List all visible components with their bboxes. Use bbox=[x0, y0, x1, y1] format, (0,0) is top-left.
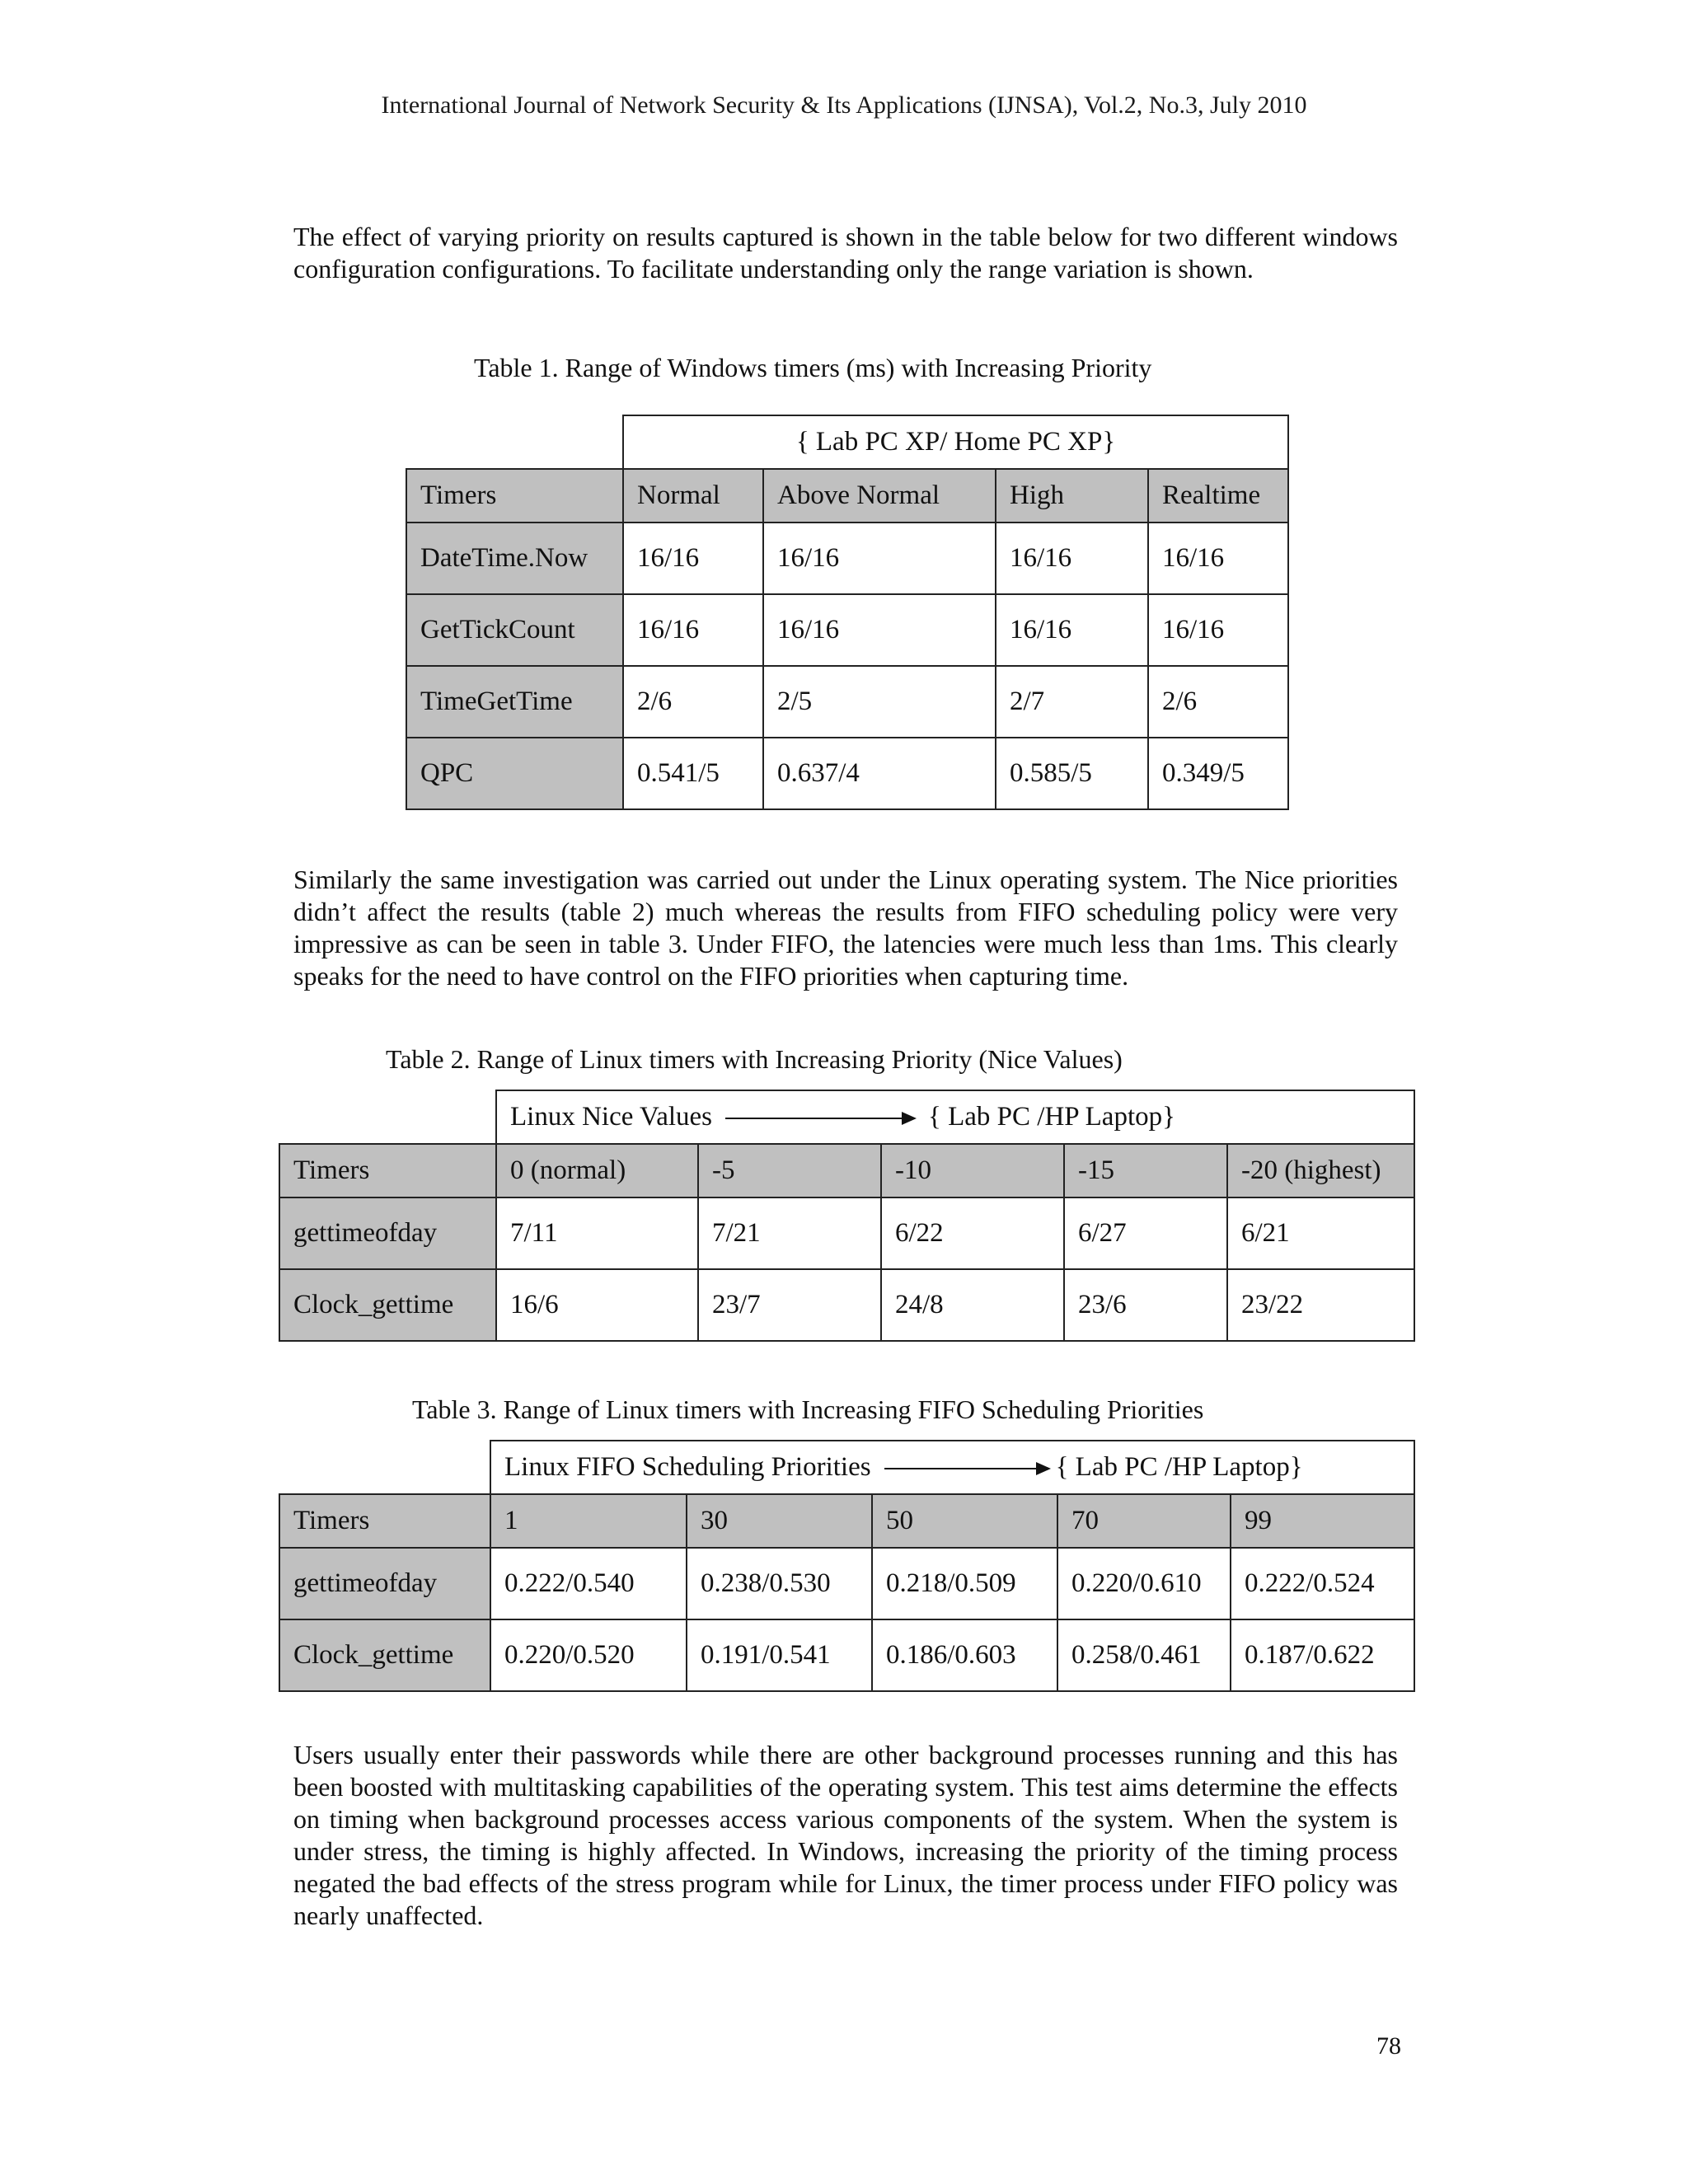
table1-row-label: QPC bbox=[406, 738, 623, 809]
table3-cell: 0.222/0.540 bbox=[490, 1548, 687, 1619]
table1-cell: 16/16 bbox=[623, 594, 763, 666]
table1-col-header: Realtime bbox=[1148, 469, 1288, 523]
table1-group-header: { Lab PC XP/ Home PC XP} bbox=[623, 415, 1288, 469]
table2-cell: 23/7 bbox=[698, 1269, 881, 1341]
table3-cell: 0.258/0.461 bbox=[1057, 1619, 1231, 1691]
table1-col-header: High bbox=[996, 469, 1148, 523]
table2-col-header: -15 bbox=[1064, 1144, 1227, 1197]
table3-group-left: Linux FIFO Scheduling Priorities bbox=[504, 1452, 871, 1482]
table3-col-header: 1 bbox=[490, 1494, 687, 1548]
table1-cell: 16/16 bbox=[1148, 594, 1288, 666]
table2-row-label: gettimeofday bbox=[279, 1197, 496, 1269]
table1-cell: 16/16 bbox=[1148, 523, 1288, 594]
table1-cell: 2/7 bbox=[996, 666, 1148, 738]
paragraph-stress: Users usually enter their passwords while there are other background processes running and this has been boosted with multitasking capabilities of the operating system. This test aims determine the effects on timing when background processes access various components of the system. When the system is under stress, the timing is highly affected. In Windows, increasing the priority of the timing process negated the bad effects of the stress program while for Linux, the timer process under FIFO policy was nearly unaffected. bbox=[293, 1740, 1398, 1930]
table3-col-header: 50 bbox=[872, 1494, 1057, 1548]
table1-cell: 2/6 bbox=[623, 666, 763, 738]
table1-col-header: Above Normal bbox=[763, 469, 996, 523]
table3-cell: 0.191/0.541 bbox=[687, 1619, 872, 1691]
table1-group-row bbox=[406, 415, 1288, 469]
table3-header-row bbox=[279, 1494, 1414, 1548]
table1-cell: 0.637/4 bbox=[763, 738, 996, 809]
table-row bbox=[279, 1197, 1414, 1269]
table2-cell: 23/22 bbox=[1227, 1269, 1414, 1341]
table2-group-row bbox=[279, 1090, 1414, 1144]
table2-group-right: { Lab PC /HP Laptop} bbox=[928, 1102, 1175, 1132]
table1-cell: 16/16 bbox=[763, 594, 996, 666]
paragraph-intro: The effect of varying priority on results captured is shown in the table below for two different windows configuration configurations. To facilitate understanding only the range variation is shown. bbox=[293, 222, 1398, 284]
table1-caption: Table 1. Range of Windows timers (ms) with Increasing Priority bbox=[474, 353, 1152, 382]
table1-col-header: Normal bbox=[623, 469, 763, 523]
table2-col-header: -10 bbox=[881, 1144, 1064, 1197]
table2-cell: 6/21 bbox=[1227, 1197, 1414, 1269]
table2-cell: 23/6 bbox=[1064, 1269, 1227, 1341]
table1-cell: 0.349/5 bbox=[1148, 738, 1288, 809]
table1-col-header: Timers bbox=[406, 469, 623, 523]
table3-row-label: gettimeofday bbox=[279, 1548, 490, 1619]
table3-caption: Table 3. Range of Linux timers with Increasing FIFO Scheduling Priorities bbox=[412, 1394, 1204, 1424]
table2-corner bbox=[279, 1090, 496, 1144]
table2-cell: 7/11 bbox=[496, 1197, 698, 1269]
table2-cell: 7/21 bbox=[698, 1197, 881, 1269]
table3-row-label: Clock_gettime bbox=[279, 1619, 490, 1691]
table2-col-header: -5 bbox=[698, 1144, 881, 1197]
table-row bbox=[406, 523, 1288, 594]
table-row bbox=[406, 594, 1288, 666]
table3-cell: 0.187/0.622 bbox=[1231, 1619, 1414, 1691]
table-row bbox=[406, 666, 1288, 738]
table1-row-label: TimeGetTime bbox=[406, 666, 623, 738]
table3-group-row bbox=[279, 1441, 1414, 1494]
table3-col-header: 30 bbox=[687, 1494, 872, 1548]
table2-cell: 16/6 bbox=[496, 1269, 698, 1341]
table2-cell: 6/27 bbox=[1064, 1197, 1227, 1269]
table3-cell: 0.218/0.509 bbox=[872, 1548, 1057, 1619]
table3-cell: 0.220/0.520 bbox=[490, 1619, 687, 1691]
arrow-right-icon bbox=[884, 1468, 1049, 1469]
table3-cell: 0.238/0.530 bbox=[687, 1548, 872, 1619]
table-row bbox=[279, 1548, 1414, 1619]
table2-cell: 6/22 bbox=[881, 1197, 1064, 1269]
table2-col-header: Timers bbox=[279, 1144, 496, 1197]
journal-header: International Journal of Network Security & Its Applications (IJNSA), Vol.2, No.3, July 2010 bbox=[381, 91, 1307, 119]
table2-caption: Table 2. Range of Linux timers with Increasing Priority (Nice Values) bbox=[386, 1044, 1123, 1074]
table1 bbox=[406, 415, 1289, 810]
table1-cell: 16/16 bbox=[996, 523, 1148, 594]
table3-cell: 0.186/0.603 bbox=[872, 1619, 1057, 1691]
table3-col-header: 70 bbox=[1057, 1494, 1231, 1548]
table1-row-label: GetTickCount bbox=[406, 594, 623, 666]
table1-cell: 16/16 bbox=[763, 523, 996, 594]
table2-header-row bbox=[279, 1144, 1414, 1197]
table3-cell: 0.222/0.524 bbox=[1231, 1548, 1414, 1619]
paragraph-linux: Similarly the same investigation was carried out under the Linux operating system. The Nice priorities didn’t affect the results (table 2) much whereas the results from FIFO scheduling policy were very impressive as can be seen in table 3. Under FIFO, the latencies were much less than 1ms. This clearly speaks for the need to have control on the FIFO priorities when capturing time. bbox=[293, 865, 1398, 991]
table1-cell: 2/5 bbox=[763, 666, 996, 738]
table3-group-header bbox=[490, 1441, 1414, 1494]
table2-col-header: 0 (normal) bbox=[496, 1144, 698, 1197]
table1-row-label: DateTime.Now bbox=[406, 523, 623, 594]
table1-corner bbox=[406, 415, 623, 469]
table1-cell: 2/6 bbox=[1148, 666, 1288, 738]
table3-col-header: Timers bbox=[279, 1494, 490, 1548]
table-row bbox=[406, 738, 1288, 809]
arrow-right-icon bbox=[725, 1118, 915, 1119]
table2-cell: 24/8 bbox=[881, 1269, 1064, 1341]
page-number: 78 bbox=[1376, 2032, 1401, 2060]
table2 bbox=[279, 1090, 1415, 1342]
table-row bbox=[279, 1269, 1414, 1341]
table1-header-row bbox=[406, 469, 1288, 523]
table3-corner bbox=[279, 1441, 490, 1494]
table3-group-right: { Lab PC /HP Laptop} bbox=[1055, 1452, 1303, 1482]
table3-col-header: 99 bbox=[1231, 1494, 1414, 1548]
table1-cell: 0.585/5 bbox=[996, 738, 1148, 809]
table1-cell: 16/16 bbox=[623, 523, 763, 594]
table3 bbox=[279, 1440, 1415, 1692]
table2-row-label: Clock_gettime bbox=[279, 1269, 496, 1341]
table3-cell: 0.220/0.610 bbox=[1057, 1548, 1231, 1619]
table2-group-header bbox=[496, 1090, 1414, 1144]
table-row bbox=[279, 1619, 1414, 1691]
table1-cell: 16/16 bbox=[996, 594, 1148, 666]
table2-col-header: -20 (highest) bbox=[1227, 1144, 1414, 1197]
table2-group-left: Linux Nice Values bbox=[510, 1102, 713, 1132]
table1-cell: 0.541/5 bbox=[623, 738, 763, 809]
